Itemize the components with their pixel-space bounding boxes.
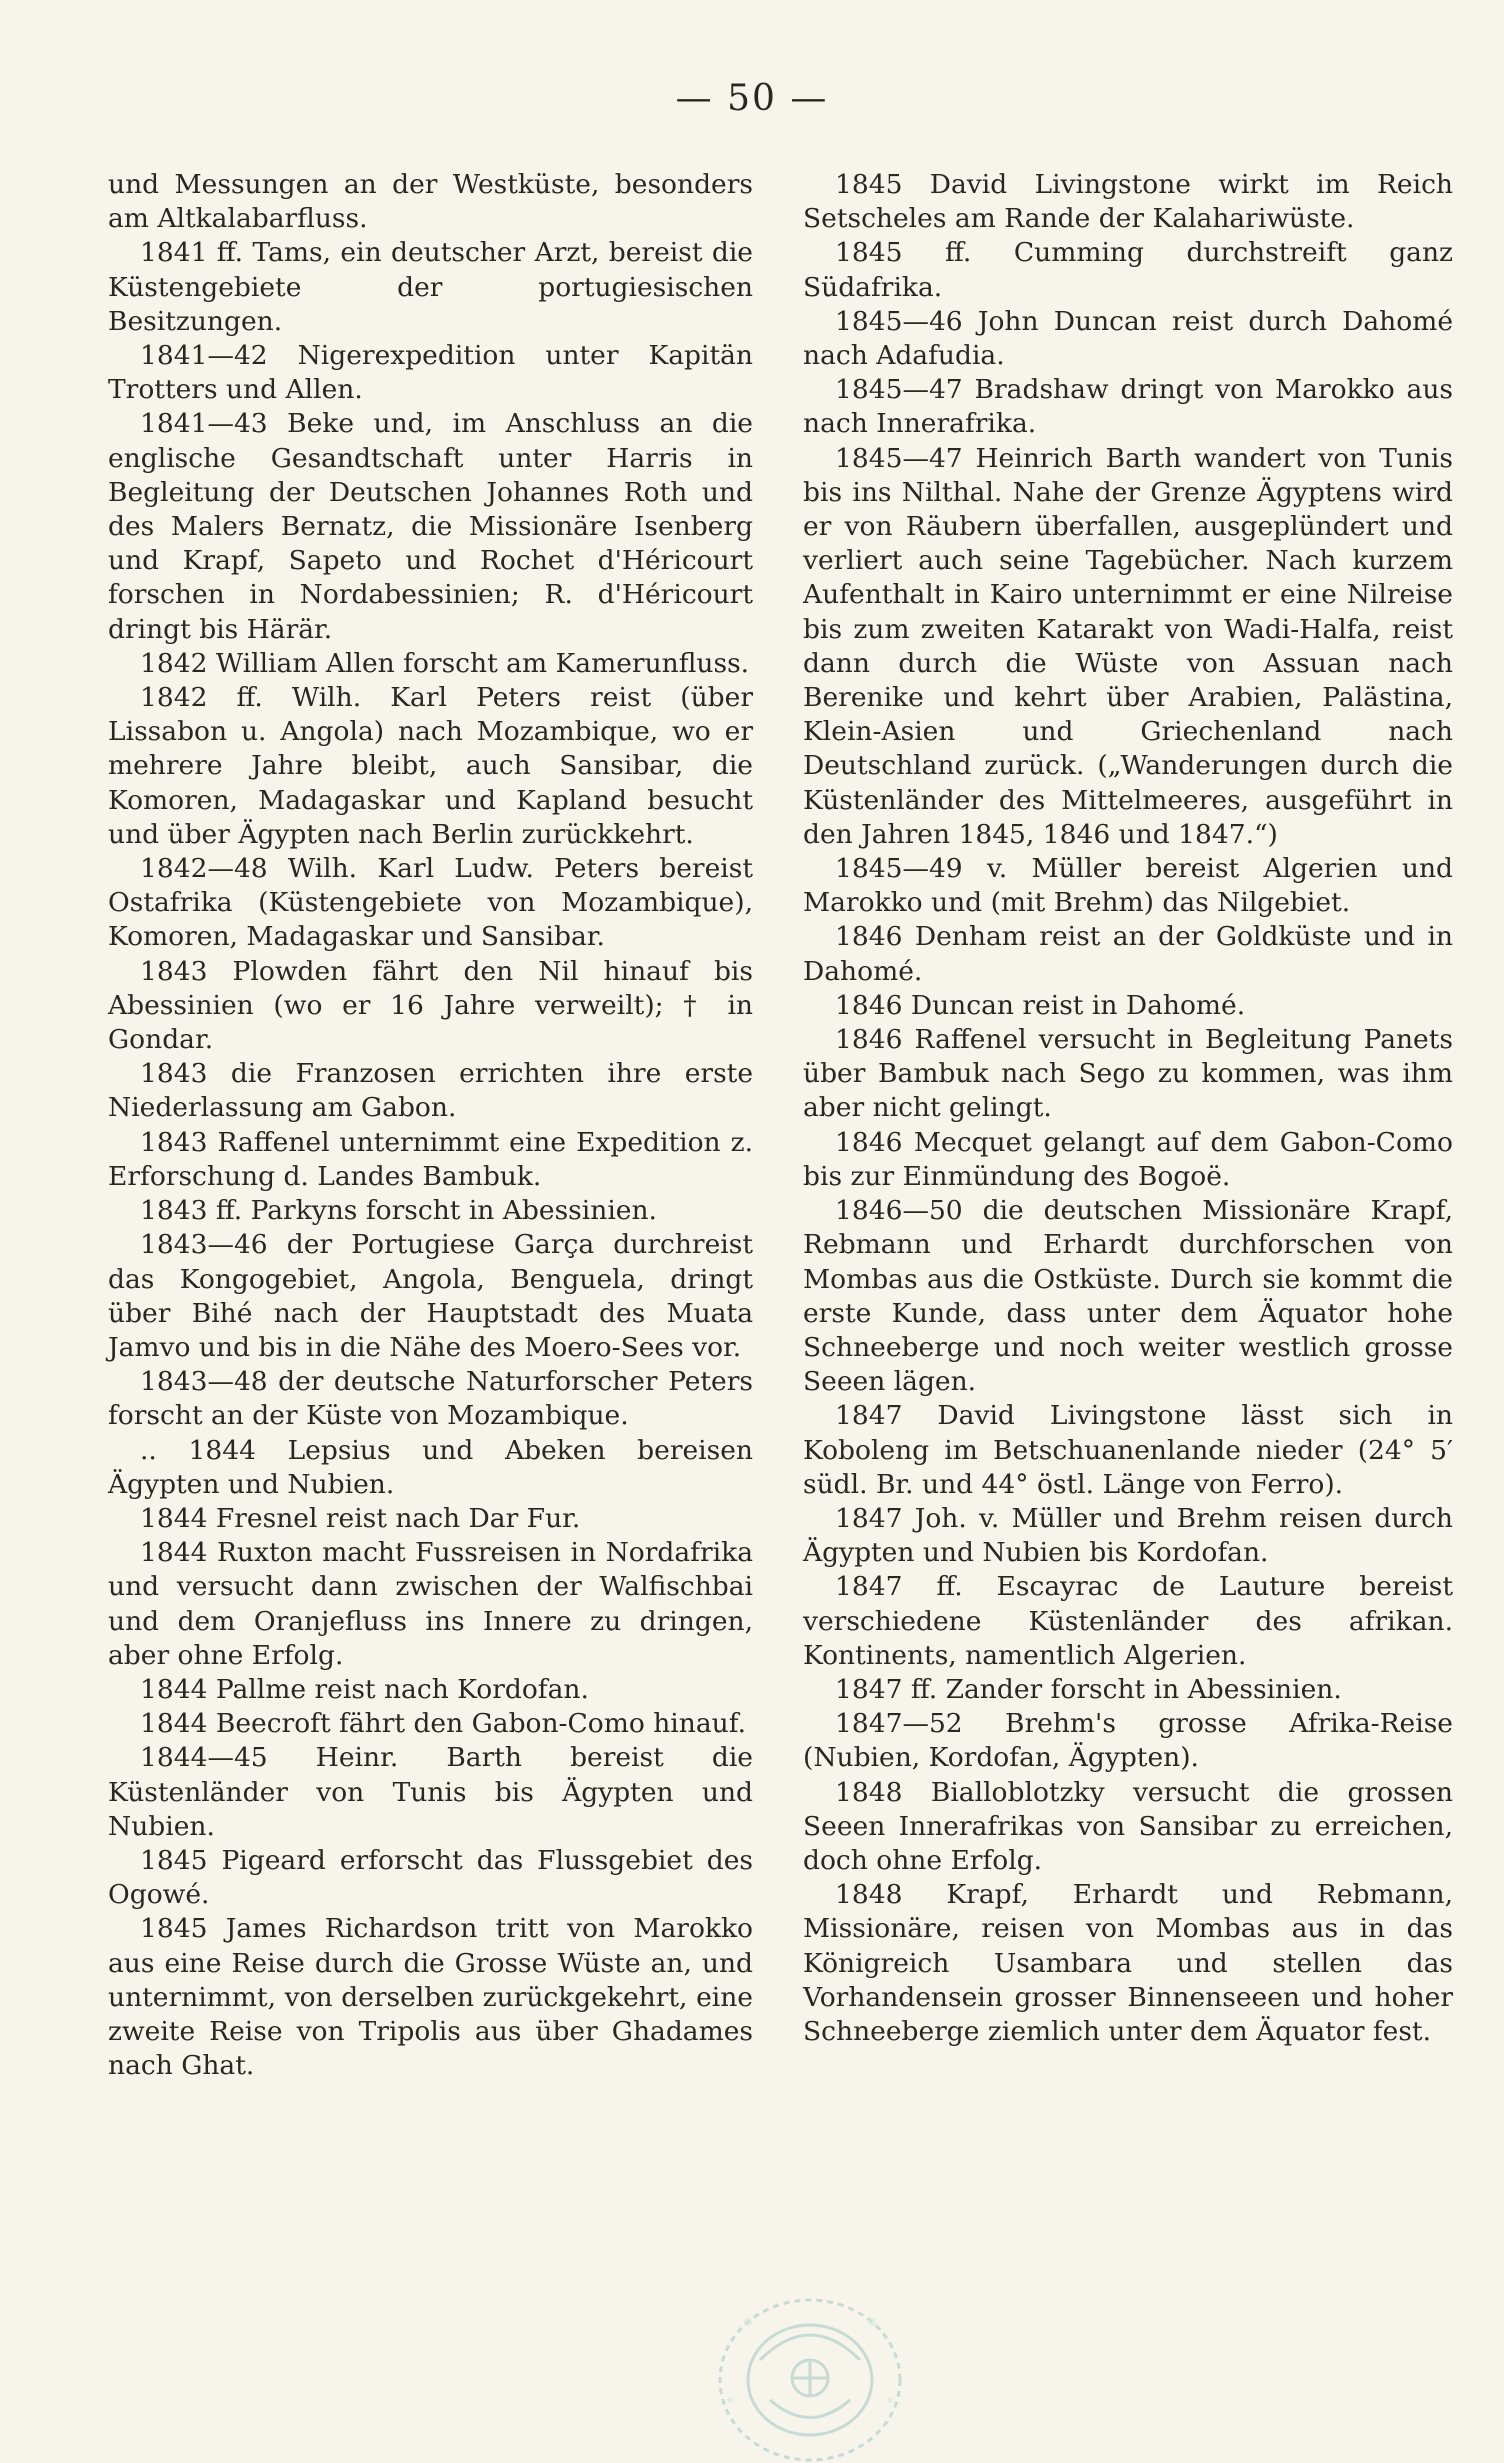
paragraph: 1845—46 John Duncan reist durch Dahomé nach Adafudia. <box>803 305 1453 372</box>
text-column-right <box>803 168 1453 2049</box>
paragraph: 1844 Beecroft fährt den Gabon-Como hinauf. <box>140 1708 747 1740</box>
paragraph: 1842 William Allen forscht am Kamerunfluss. <box>140 647 750 679</box>
paragraph: 1845—47 Heinrich Barth wandert von Tunis bis ins Nilthal. Nahe der Grenze Ägyptens wird er von Räubern überfallen, ausgeplündert und verliert auch seine Tagebücher. Nach kurzem Aufenthalt in Kairo unternimmt er eine Nilreise bis zum zweiten Katarakt von Wadi-Halfa, reist dann durch die Wüste von Assuan nach Berenike und kehrt über Arabien, Palästina, Klein-Asien und Griechenland nach Deutschland zurück. („Wanderungen durch die Küstenländer des Mittelmeeres, ausgeführt in den Jahren 1845, 1846 und 1847.“) <box>803 442 1453 850</box>
paragraph: 1846—50 die deutschen Missionäre Krapf, Rebmann und Erhardt durchforschen von Mombas aus die Ostküste. Durch sie kommt die erste Kunde, dass unter dem Äquator hohe Schneeberge und noch weiter westlich grosse Seeen lägen. <box>803 1195 1453 1398</box>
paragraph: 1841—43 Beke und, im Anschluss an die englische Gesandtschaft unter Harris in Begleitung der Deutschen Johannes Roth und des Malers Bernatz, die Missionäre Isenberg und Krapf, Sapeto und Rochet d'Héricourt forschen in Nordabessinien; R. d'Héricourt dringt bis Härär. <box>108 408 753 645</box>
paragraph: 1843—46 der Portugiese Garça durchreist das Kongogebiet, Angola, Benguela, dringt über Bihé nach der Hauptstadt des Muata Jamvo und bis in die Nähe des Moero-Sees vor. <box>108 1229 753 1363</box>
text-column-left <box>108 168 753 2083</box>
paragraph: 1843—48 der deutsche Naturforscher Peters forscht an der Küste von Mozambique. <box>108 1366 753 1432</box>
paragraph: 1847 ff. Zander forscht in Abessinien. <box>835 1673 1342 1705</box>
page-number: — 50 — <box>675 78 829 119</box>
paragraph: 1842 ff. Wilh. Karl Peters reist (über Lissabon u. Angola) nach Mozambique, wo er mehrere Jahre bleibt, auch Sansibar, die Komoren, Madagaskar und Kapland besucht und über Ägypten nach Berlin zurückkehrt. <box>108 682 753 850</box>
paragraph: 1845 Pigeard erforscht das Flussgebiet des Ogowé. <box>108 1844 753 1911</box>
paragraph: 1847 Joh. v. Müller und Brehm reisen durch Ägypten und Nubien bis Kordofan. <box>803 1502 1453 1569</box>
paragraph: 1847—52 Brehm's grosse Afrika-Reise (Nubien, Kordofan, Ägypten). <box>803 1708 1453 1774</box>
paragraph: 1847 ff. Escayrac de Lauture bereist verschiedene Küstenländer des afrikan. Kontinents, namentlich Algerien. <box>803 1571 1453 1671</box>
paragraph: 1845 ff. Cumming durchstreift ganz Südafrika. <box>803 237 1453 303</box>
paragraph: 1845 James Richardson tritt von Marokko aus eine Reise durch die Grosse Wüste an, und unternimmt, von derselben zurückgekehrt, eine zweite Reise von Tripolis aus über Ghadames nach Ghat. <box>108 1913 753 2082</box>
paragraph: 1844 Fresnel reist nach Dar Fur. <box>140 1502 581 1534</box>
paragraph: 1846 Denham reist an der Goldküste und in Dahomé. <box>803 921 1453 987</box>
paragraph: .. 1844 Lepsius und Abeken bereisen Ägypten und Nubien. <box>108 1434 753 1500</box>
paragraph: 1844 Ruxton macht Fussreisen in Nordafrika und versucht dann zwischen der Walfischbai und dem Oranjefluss ins Innere zu dringen, aber ohne Erfolg. <box>108 1537 753 1671</box>
paragraph: 1845—47 Bradshaw dringt von Marokko aus nach Innerafrika. <box>803 374 1453 440</box>
paragraph: 1841—42 Nigerexpedition unter Kapitän Trotters und Allen. <box>108 340 753 406</box>
library-stamp-icon <box>660 2250 960 2463</box>
paragraph: 1846 Duncan reist in Dahomé. <box>835 989 1246 1021</box>
paragraph: 1844—45 Heinr. Barth bereist die Küstenländer von Tunis bis Ägypten und Nubien. <box>108 1742 753 1842</box>
paragraph: 1845—49 v. Müller bereist Algerien und Marokko und (mit Brehm) das Nilgebiet. <box>803 853 1453 919</box>
paragraph: 1841 ff. Tams, ein deutscher Arzt, bereist die Küstengebiete der portugiesischen Besitzungen. <box>108 237 753 337</box>
paragraph: 1843 Plowden fährt den Nil hinauf bis Abessinien (wo er 16 Jahre verweilt); † in Gondar. <box>108 955 753 1056</box>
paragraph: 1843 ff. Parkyns forscht in Abessinien. <box>140 1195 657 1227</box>
paragraph: 1843 die Franzosen errichten ihre erste Niederlassung am Gabon. <box>108 1058 753 1124</box>
paragraph: und Messungen an der Westküste, besonders am Altkalabarfluss. <box>108 169 753 235</box>
paragraph: 1848 Krapf, Erhardt und Rebmann, Missionäre, reisen von Mombas aus in das Königreich Usambara und stellen das Vorhandensein grosser Binnenseeen und hoher Schneeberge ziemlich unter dem Äquator fest. <box>803 1879 1453 2047</box>
paragraph: 1842—48 Wilh. Karl Ludw. Peters bereist Ostafrika (Küstengebiete von Mozambique), Komoren, Madagaskar und Sansibar. <box>108 853 753 953</box>
paragraph: 1846 Raffenel versucht in Begleitung Panets über Bambuk nach Sego zu kommen, was ihm aber nicht gelingt. <box>803 1024 1453 1124</box>
paragraph: 1843 Raffenel unternimmt eine Expedition z. Erforschung d. Landes Bambuk. <box>108 1126 753 1192</box>
paragraph: 1848 Bialloblotzky versucht die grossen Seeen Innerafrikas von Sansibar zu erreichen, doch ohne Erfolg. <box>803 1776 1453 1876</box>
paragraph: 1847 David Livingstone lässt sich in Koboleng im Betschuanenlande nieder (24° 5′ südl. Br. und 44° östl. Länge von Ferro). <box>803 1400 1453 1500</box>
paragraph: 1844 Pallme reist nach Kordofan. <box>140 1673 589 1705</box>
paragraph: 1846 Mecquet gelangt auf dem Gabon-Como bis zur Einmündung des Bogoë. <box>803 1126 1453 1192</box>
paragraph: 1845 David Livingstone wirkt im Reich Setscheles am Rande der Kalahariwüste. <box>803 169 1453 235</box>
